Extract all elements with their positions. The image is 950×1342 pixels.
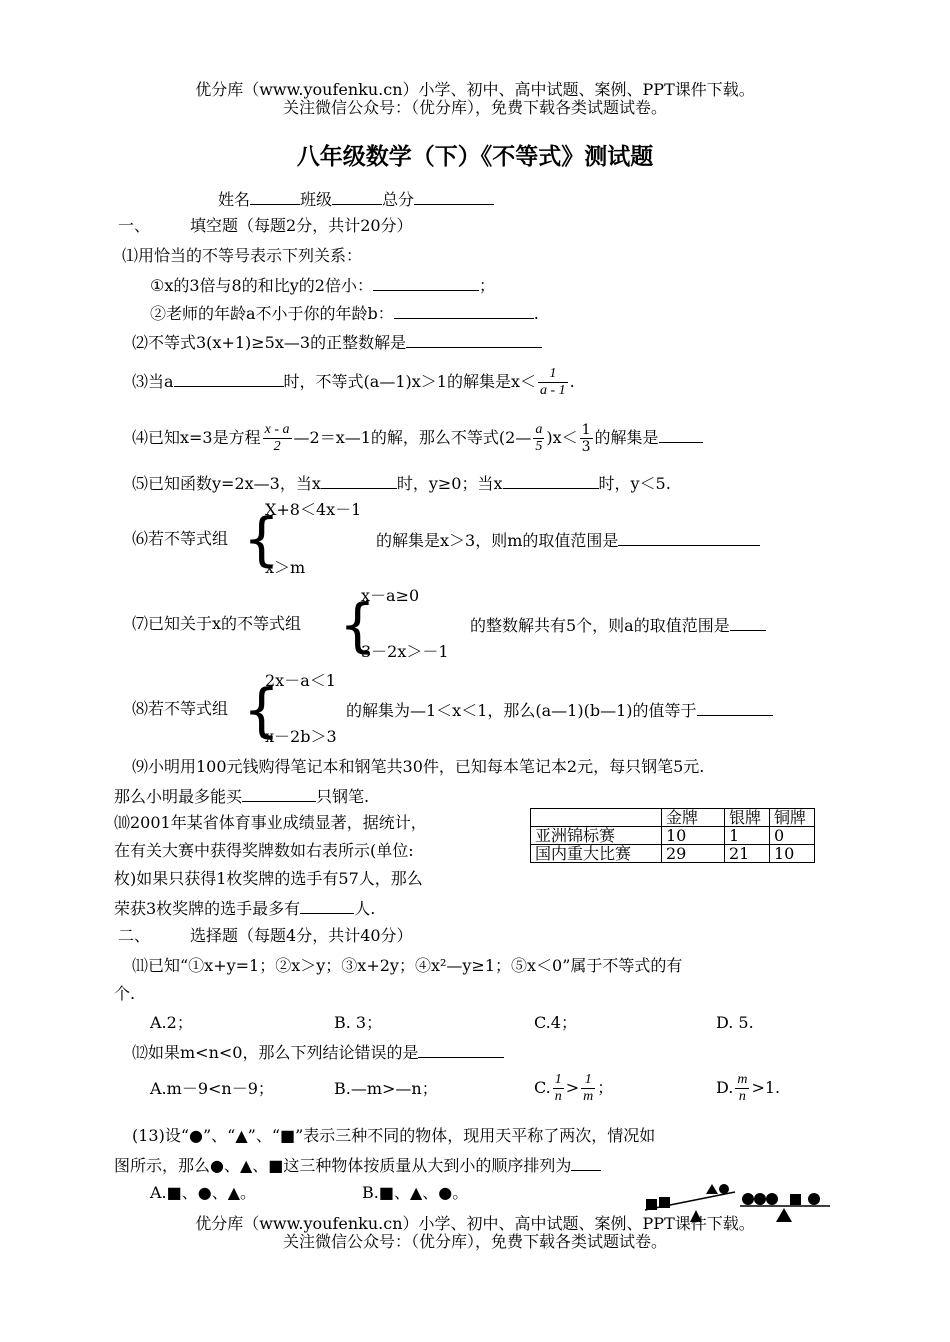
q13-line-2-text: 图所示，那么●、▲、■这三种物体按质量从大到小的顺序排列为 <box>114 1156 572 1175</box>
square-shape <box>659 1197 670 1208</box>
q4-fraction-2: $\frac{a}{5}$ <box>535 422 543 454</box>
q3-blank[interactable] <box>174 370 284 387</box>
q12-blank[interactable] <box>418 1041 504 1058</box>
q1-a-text: ①x的3倍与8的和比y的2倍小： <box>150 276 373 295</box>
q3-end: . <box>569 372 575 391</box>
q9-line-2-pre: 那么小明最多能买 <box>114 787 243 806</box>
circle-shape <box>719 1184 729 1194</box>
q5-blank-2[interactable] <box>503 472 599 489</box>
q7-statement <box>470 614 766 636</box>
table-cell: 亚洲锦标赛 <box>531 827 662 845</box>
q11-option-b: B. 3； <box>334 1013 383 1032</box>
q1-a <box>150 274 495 296</box>
section-1-heading <box>118 216 413 236</box>
triangle-shape <box>706 1184 718 1194</box>
q7-blank[interactable] <box>730 614 766 631</box>
q1-b-end: . <box>533 304 539 323</box>
table-row <box>531 827 815 845</box>
q13-line-2 <box>114 1154 601 1176</box>
q3-fraction: $\frac{1}{a - 1}$ <box>539 366 566 398</box>
q5-end: 时，y＜5. <box>598 474 671 493</box>
q10-line-4 <box>114 897 375 919</box>
q2 <box>132 331 542 353</box>
section-1-title: 填空题（每题2分，共计20分） <box>190 216 413 235</box>
square-shape <box>646 1199 657 1210</box>
q12-c-fraction-2: $\frac{1}{m}$ <box>583 1072 594 1104</box>
q12-d-fraction: $\frac{m}{n}$ <box>737 1072 748 1104</box>
q5-blank-1[interactable] <box>321 472 397 489</box>
q3-pre: ⑶当a <box>132 372 174 391</box>
q7-label: ⑺已知关于x的不等式组 <box>132 614 302 633</box>
circle-shape <box>742 1193 754 1205</box>
table-header-cell: 银牌 <box>725 809 770 827</box>
page-title: 八年级数学（下）《不等式》测试题 <box>296 144 654 170</box>
q4-end: 的解集是 <box>594 428 659 447</box>
section-2-title: 选择题（每题4分，共计40分） <box>190 926 413 945</box>
q6-system-top: X+8＜4x－1 <box>265 500 362 519</box>
table-header-cell <box>531 809 662 827</box>
table-cell: 10 <box>770 845 815 863</box>
q13-blank[interactable] <box>571 1154 601 1171</box>
q3-mid: 时，不等式(a—1)x＞1的解集是x＜ <box>283 372 536 391</box>
q6-blank[interactable] <box>618 529 760 546</box>
q8-system-bottom: x－2b＞3 <box>265 727 337 746</box>
table-cell: 29 <box>662 845 725 863</box>
q7-brace: { <box>339 591 376 659</box>
header-line-1: 优分库（www.youfenku.cn）小学、初中、高中试题、案例、PPT课件下载。 <box>195 80 755 99</box>
q9-line-2-end: 只钢笔. <box>316 787 370 806</box>
q8-statement <box>346 699 773 721</box>
q13-line-1: (13)设“●”、“▲”、“■”表示三种不同的物体，现用天平称了两次，情况如 <box>132 1126 656 1145</box>
q12-c-fraction-1: $\frac{1}{n}$ <box>554 1072 562 1104</box>
name-blank[interactable] <box>250 188 300 205</box>
table-header-cell: 金牌 <box>662 809 725 827</box>
q13-option-b: B.■、▲、●。 <box>362 1183 469 1202</box>
q3 <box>132 364 575 400</box>
q6-label: ⑹若不等式组 <box>132 529 229 548</box>
q9-blank[interactable] <box>242 785 316 802</box>
section-2-number: 二、 <box>118 926 151 945</box>
name-label: 姓名 <box>218 190 251 209</box>
table-cell: 国内重大比赛 <box>531 845 662 863</box>
q7-mid: 的整数解共有5个，则a的取值范围是 <box>470 616 730 635</box>
q12-stem <box>132 1041 504 1063</box>
q10-line-3: 枚)如果只获得1枚奖牌的选手有57人，那么 <box>114 869 423 888</box>
q10-line-4-end: 人. <box>354 899 376 918</box>
q1-a-blank[interactable] <box>373 274 479 291</box>
footer-line-1: 优分库（www.youfenku.cn）小学、初中、高中试题、案例、PPT课件下载。 <box>195 1214 755 1233</box>
q12-option-c: C. $\frac{1}{n}$ > $\frac{1}{m}$ ； <box>534 1072 614 1104</box>
medal-table <box>530 808 815 863</box>
q11-option-c: C.4； <box>534 1013 577 1032</box>
q1-stem: ⑴用恰当的不等号表示下列关系： <box>122 246 363 265</box>
q12-option-a: A.m－9<n－9； <box>150 1079 274 1098</box>
q9-line-1: ⑼小明用100元钱购得笔记本和钢笔共30件，已知每本笔记本2元，每只钢笔5元. <box>132 757 705 776</box>
q12-option-d: D. $\frac{m}{n}$ >1. <box>716 1072 781 1104</box>
q1-a-end: ； <box>478 276 495 295</box>
q1-b-blank[interactable] <box>394 302 534 319</box>
q12-stem-text: ⑿如果m<n<0，那么下列结论错误的是 <box>132 1043 419 1062</box>
q11-line-2: 个. <box>114 984 136 1003</box>
circle-shape <box>808 1193 820 1205</box>
footer-line-2: 关注微信公众号：（优分库），免费下载各类试题试卷。 <box>282 1232 667 1251</box>
q4-fraction-3: $\frac{1}{3}$ <box>581 422 591 455</box>
table-header-cell: 铜牌 <box>770 809 815 827</box>
q2-blank[interactable] <box>406 331 542 348</box>
q11-line-1: ⑾已知“①x+y=1；②x＞y；③x+2y；④x²—y≥1；⑤x＜0”属于不等式的有 <box>132 956 683 975</box>
circle-shape <box>754 1193 766 1205</box>
student-info <box>218 188 494 210</box>
q4-mid2: )x＜ <box>546 428 578 447</box>
table-row <box>531 845 815 863</box>
q11-option-a: A.2； <box>150 1013 193 1032</box>
q10-line-4-pre: 荣获3枚奖牌的选手最多有 <box>114 899 301 918</box>
q4-blank[interactable] <box>659 426 703 443</box>
header-line-2: 关注微信公众号：（优分库），免费下载各类试题试卷。 <box>282 98 667 117</box>
q8-brace: { <box>243 676 280 744</box>
q9-line-2 <box>114 785 369 807</box>
table-cell: 1 <box>725 827 770 845</box>
q5-mid: 时，y≥0；当x <box>396 474 503 493</box>
q13-option-a: A.■、●、▲。 <box>150 1183 257 1202</box>
q4 <box>132 420 703 456</box>
q12-option-b: B.—m>—n； <box>334 1079 438 1098</box>
q1-b <box>150 302 539 324</box>
q7-system-bottom: 3－2x＞－1 <box>361 642 449 661</box>
section-1-number: 一、 <box>118 216 151 235</box>
table-header-row <box>531 809 815 827</box>
q4-mid: —2＝x—1的解，那么不等式(2— <box>293 428 532 447</box>
table-cell: 0 <box>770 827 815 845</box>
q6-mid: 的解集是x＞3，则m的取值范围是 <box>376 531 619 550</box>
class-label: 班级 <box>300 190 333 209</box>
q7-system-top: x－a≥0 <box>361 586 420 605</box>
q8-label: ⑻若不等式组 <box>132 699 229 718</box>
score-blank[interactable] <box>414 188 494 205</box>
square-shape <box>790 1194 801 1205</box>
table-cell: 21 <box>725 845 770 863</box>
q6-system-bottom: x＞m <box>265 558 306 577</box>
q6-statement <box>376 529 760 551</box>
q2-text: ⑵不等式3(x+1)≥5x—3的正整数解是 <box>132 333 407 352</box>
table-cell: 10 <box>662 827 725 845</box>
q11-option-d: D. 5. <box>716 1013 754 1032</box>
q6-brace: { <box>243 505 280 573</box>
q1-b-text: ②老师的年龄a不小于你的年龄b： <box>150 304 394 323</box>
score-label: 总分 <box>382 190 415 209</box>
q5 <box>132 472 671 494</box>
q10-line-1: ⑽2001年某省体育事业成绩显著，据统计， <box>114 813 427 832</box>
q10-line-2: 在有关大赛中获得奖牌数如右表所示(单位: <box>114 841 414 860</box>
q5-pre: ⑸已知函数y=2x—3，当x <box>132 474 321 493</box>
q8-blank[interactable] <box>697 699 773 716</box>
section-2-heading <box>118 926 413 946</box>
q10-blank[interactable] <box>300 897 354 914</box>
q4-fraction-1: $\frac{x - a}{2}$ <box>264 422 290 454</box>
class-blank[interactable] <box>332 188 382 205</box>
q8-mid: 的解集为—1＜x＜1，那么(a—1)(b—1)的值等于 <box>346 701 697 720</box>
circle-shape <box>766 1193 778 1205</box>
q4-pre: ⑷已知x=3是方程 <box>132 428 261 447</box>
q8-system-top: 2x－a＜1 <box>265 671 336 690</box>
